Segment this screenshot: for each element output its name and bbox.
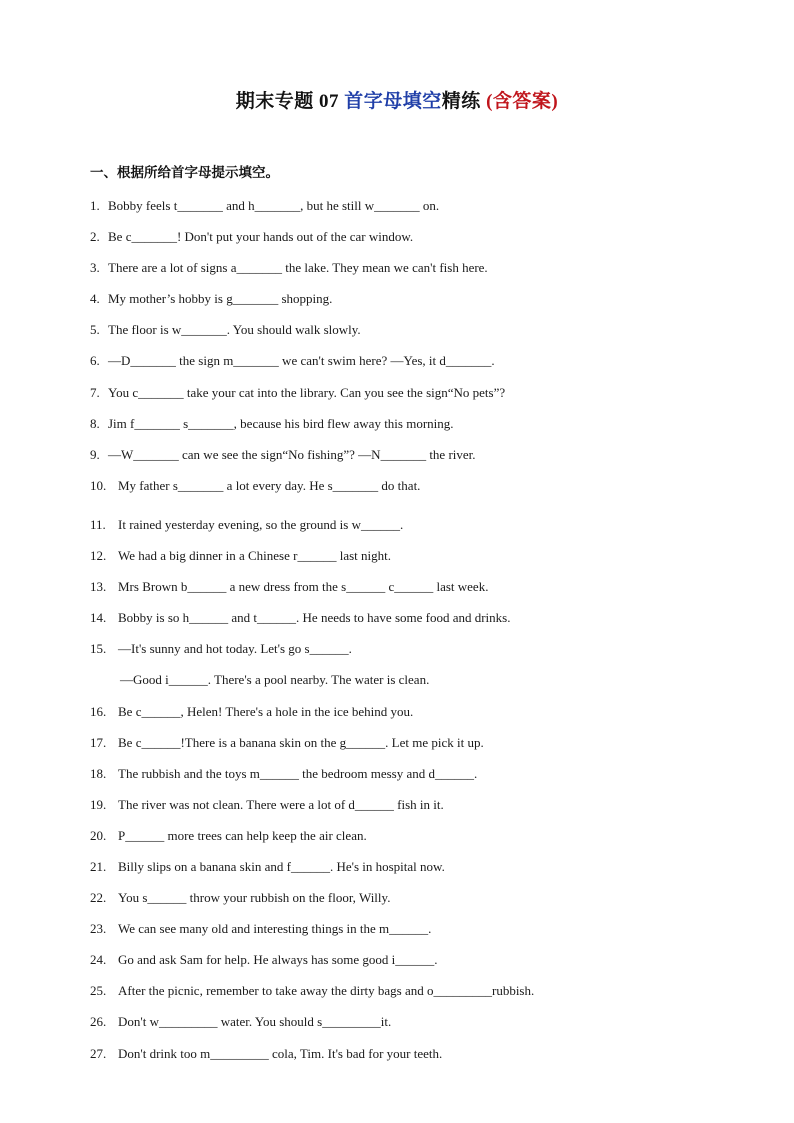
question-item bbox=[90, 920, 730, 951]
question-text: Be c_______! Don't put your hands out of the car window. bbox=[108, 229, 414, 245]
question-text: —D_______ the sign m_______ we can't swim here? —Yes, it d_______. bbox=[108, 353, 495, 369]
question-item bbox=[90, 703, 730, 734]
question-text: There are a lot of signs a_______ the lake. They mean we can't fish here. bbox=[108, 260, 488, 276]
question-text: Be c______!There is a banana skin on the g______. Let me pick it up. bbox=[118, 734, 484, 750]
question-item bbox=[90, 228, 730, 259]
question-number: 17. bbox=[90, 734, 107, 750]
question-number: 26. bbox=[90, 1014, 107, 1030]
question-number: 14. bbox=[90, 610, 107, 626]
question-text: Jim f_______ s_______, because his bird flew away this morning. bbox=[108, 415, 454, 431]
question-text: Don't drink too m_________ cola, Tim. It's bad for your teeth. bbox=[118, 1045, 443, 1061]
question-text: P______ more trees can help keep the air clean. bbox=[118, 827, 367, 843]
question-item bbox=[90, 352, 730, 383]
question-text: Don't w_________ water. You should s_________it. bbox=[118, 1014, 392, 1030]
question-item bbox=[90, 516, 730, 547]
question-item bbox=[90, 321, 730, 352]
question-number: 11. bbox=[90, 516, 106, 532]
question-text: —It's sunny and hot today. Let's go s______. bbox=[118, 641, 352, 657]
question-text: Go and ask Sam for help. He always has some good i______. bbox=[118, 952, 438, 968]
question-number: 19. bbox=[90, 796, 107, 812]
question-item bbox=[90, 547, 730, 578]
question-number: 22. bbox=[90, 890, 107, 906]
question-text: My father s_______ a lot every day. He s_______ do that. bbox=[118, 477, 421, 493]
question-number: 27. bbox=[90, 1045, 107, 1061]
question-item bbox=[90, 1013, 730, 1044]
question-number: 18. bbox=[90, 765, 107, 781]
question-text: It rained yesterday evening, so the ground is w______. bbox=[118, 516, 404, 532]
question-number: 4. bbox=[90, 291, 100, 307]
question-item bbox=[90, 415, 730, 446]
question-number: 21. bbox=[90, 858, 107, 874]
question-text: We had a big dinner in a Chinese r______ last night. bbox=[118, 548, 391, 564]
question-text: Mrs Brown b______ a new dress from the s______ c______ last week. bbox=[118, 579, 489, 595]
question-number: 9. bbox=[90, 446, 100, 462]
question-text: The floor is w_______. You should walk slowly. bbox=[108, 322, 361, 338]
question-item bbox=[90, 578, 730, 609]
question-item bbox=[90, 446, 730, 477]
question-number: 20. bbox=[90, 827, 107, 843]
question-item bbox=[90, 858, 730, 889]
question-item bbox=[90, 1045, 730, 1076]
question-number: 6. bbox=[90, 353, 100, 369]
question-number: 1. bbox=[90, 198, 100, 213]
question-item bbox=[90, 734, 730, 765]
title-part-topic: 期末专题 07 bbox=[235, 91, 340, 112]
question-text: After the picnic, remember to take away the dirty bags and o_________rubbish. bbox=[118, 983, 535, 999]
question-item bbox=[90, 889, 730, 920]
question-number: 10. bbox=[90, 477, 107, 493]
page-title bbox=[0, 86, 794, 113]
question-text: The rubbish and the toys m______ the bedroom messy and d______. bbox=[118, 765, 478, 781]
question-text: Bobby is so h______ and t______. He needs to have some food and drinks. bbox=[118, 610, 511, 626]
question-item bbox=[90, 951, 730, 982]
question-number: 23. bbox=[90, 921, 107, 937]
title-part-practice: 精练 bbox=[441, 91, 481, 112]
question-number: 12. bbox=[90, 548, 107, 564]
question-text: Billy slips on a banana skin and f______. He's in hospital now. bbox=[118, 858, 445, 874]
question-item bbox=[90, 197, 730, 228]
question-text: Be c______, Helen! There's a hole in the ice behind you. bbox=[118, 703, 414, 719]
question-text: You c_______ take your cat into the library. Can you see the sign“No pets”? bbox=[108, 384, 506, 400]
question-item bbox=[90, 384, 730, 415]
question-text: We can see many old and interesting things in the m______. bbox=[118, 921, 432, 937]
title-part-answers: (含答案) bbox=[486, 91, 559, 112]
question-continuation bbox=[90, 671, 730, 702]
question-number: 2. bbox=[90, 229, 100, 245]
question-text: The river was not clean. There were a lot of d______ fish in it. bbox=[118, 796, 444, 812]
question-text: You s______ throw your rubbish on the floor, Willy. bbox=[118, 890, 391, 906]
question-number: 3. bbox=[90, 260, 100, 276]
question-number: 5. bbox=[90, 322, 100, 338]
question-number: 8. bbox=[90, 415, 100, 431]
section-heading: 一、根据所给首字母提示填空。 bbox=[90, 165, 279, 181]
question-item bbox=[90, 796, 730, 827]
question-text: —W_______ can we see the sign“No fishing”? —N_______ the river. bbox=[108, 446, 476, 462]
question-number: 25. bbox=[90, 983, 107, 999]
question-text: —Good i______. There's a pool nearby. The water is clean. bbox=[120, 672, 430, 688]
question-text: My mother’s hobby is g_______ shopping. bbox=[108, 291, 333, 307]
title-part-subject: 首字母填空 bbox=[344, 91, 442, 112]
question-list bbox=[90, 197, 730, 1076]
question-text: Bobby feels t_______ and h_______, but he still w_______ on. bbox=[108, 198, 440, 213]
question-item bbox=[90, 290, 730, 321]
question-number: 24. bbox=[90, 952, 107, 968]
question-number: 7. bbox=[90, 384, 100, 400]
question-item bbox=[90, 982, 730, 1013]
question-item bbox=[90, 827, 730, 858]
question-item bbox=[90, 259, 730, 290]
question-number: 13. bbox=[90, 579, 107, 595]
question-item bbox=[90, 765, 730, 796]
question-number: 16. bbox=[90, 703, 107, 719]
question-item bbox=[90, 609, 730, 640]
question-item bbox=[90, 640, 730, 671]
question-number: 15. bbox=[90, 641, 107, 657]
question-item bbox=[90, 477, 730, 508]
